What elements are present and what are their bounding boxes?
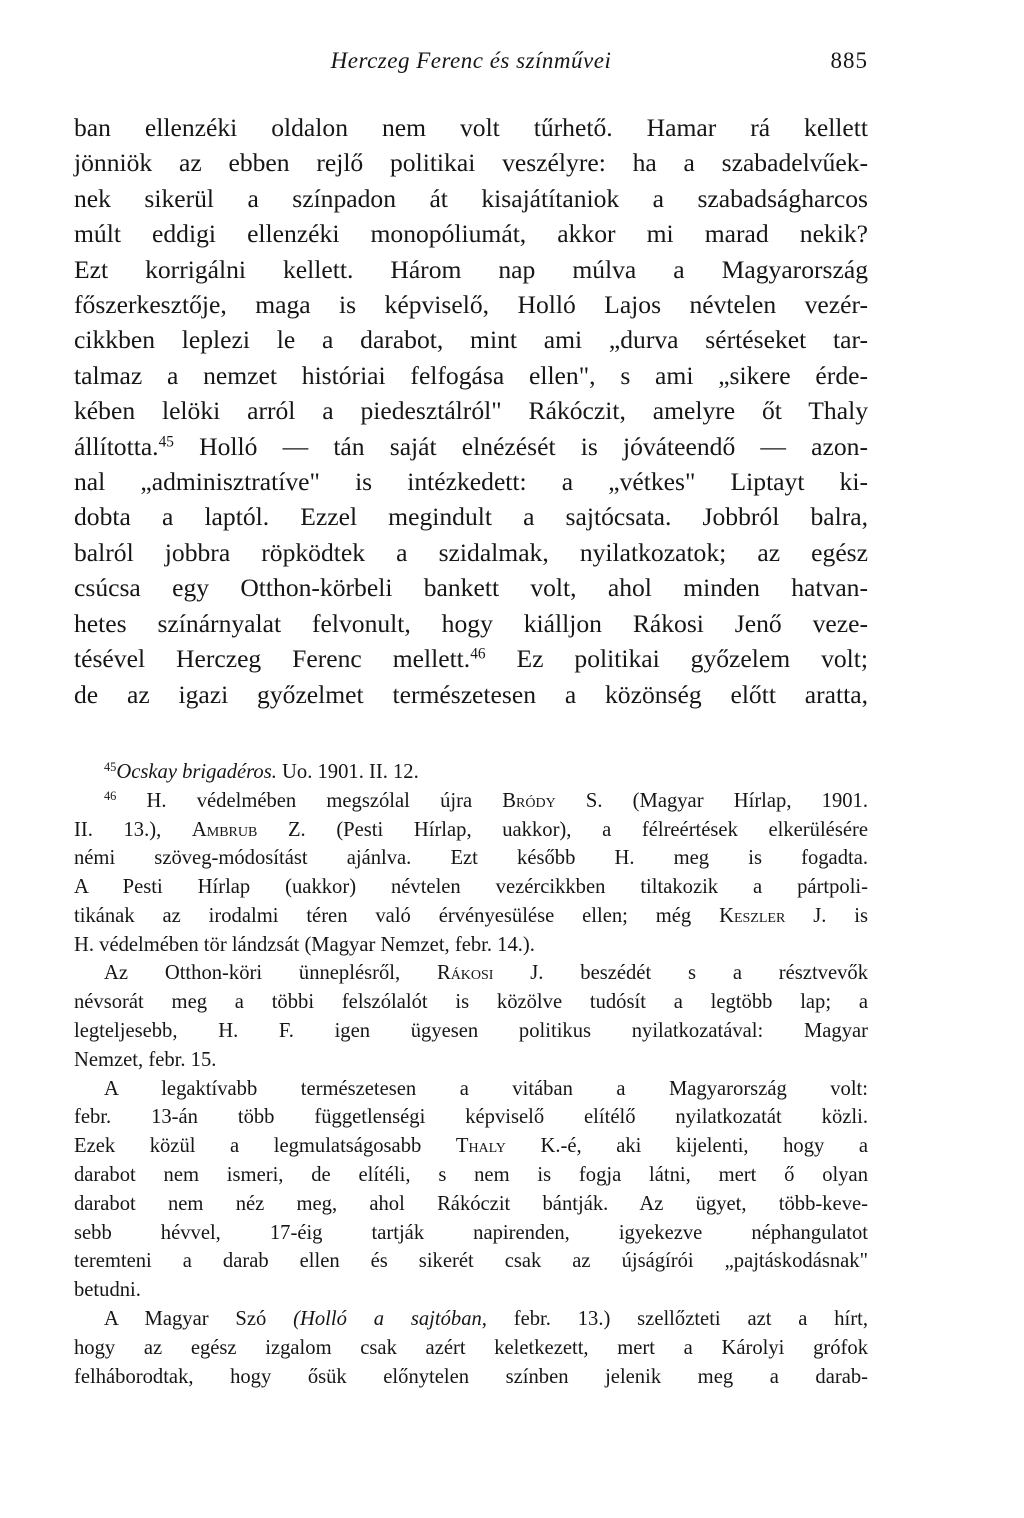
footnote-title: Ocskay brigadéros. <box>116 760 277 783</box>
footnote-46-line <box>74 816 868 845</box>
body-text <box>74 110 868 712</box>
body-line: dobta a laptól. Ezzel megindult a sajtócsata. Jobbról balra, <box>74 502 868 532</box>
body-line <box>74 429 868 464</box>
footnote-paragraph-line: febr. 13-án több függetlenségi képviselő elítélő nyilatkozatát közli. <box>74 1106 868 1129</box>
body-line: hetes színárnyalat felvonult, hogy kiálljon Rákosi Jenő veze- <box>74 608 868 638</box>
author-name: Ambrub <box>191 818 258 841</box>
footnote-text: J. is <box>785 904 868 927</box>
cited-title: (Holló a sajtóban, <box>293 1308 487 1331</box>
body-text-segment: Ez politikai győzelem volt; <box>485 644 868 674</box>
author-name: Bródy <box>502 789 556 812</box>
footnote-paragraph-line: darabot nem néz meg, ahol Rákóczit bántják. Az ügyet, több-keve- <box>74 1192 868 1215</box>
footnote-text: tikának az irodalmi téren való érvényesülése ellen; még <box>74 904 720 927</box>
body-text-segment: Holló — tán saját elnézését is jóváteendő — azon- <box>173 431 868 461</box>
body-line: főszerkesztője, maga is képviselő, Holló Lajos névtelen vezér- <box>74 290 868 320</box>
footnote-text: K.-é, aki kijelenti, hogy a <box>505 1135 869 1158</box>
body-line: nek sikerül a színpadon át kisajátítaniok a szabadságharcos <box>74 183 868 213</box>
footnote-paragraph-line: betudni. <box>74 1279 141 1302</box>
footnote-text: Ezek közül a legmulatságosabb <box>74 1135 456 1158</box>
footnote-46-line: H. védelmében tör lándzsát (Magyar Nemzet, febr. 14.). <box>74 933 535 956</box>
body-text-segment: állította. <box>74 431 159 461</box>
footnote-text: Az Otthon-köri ünneplésről, <box>104 962 437 985</box>
body-line: balról jobbra röpködtek a szidalmak, nyilatkozatok; az egész <box>74 537 868 567</box>
footnote-paragraph-line: hogy az egész izgalom csak azért keletkezett, mert a Károlyi grófok <box>74 1336 868 1359</box>
footnote-46-line: némi szöveg-módosítást ajánlva. Ezt később H. meg is fogadta. <box>74 847 868 870</box>
body-line: kében lelöki arról a piedesztálról" Rákóczit, amelyre őt Thaly <box>74 396 868 426</box>
footnote-paragraph-line: teremteni a darab ellen és sikerét csak az újságírói „pajtáskodásnak" <box>74 1250 868 1273</box>
footnote-text: Uo. 1901. II. 12. <box>276 760 419 783</box>
footnote-paragraph-line: Nemzet, febr. 15. <box>74 1048 217 1071</box>
footnotes <box>74 758 868 1392</box>
running-title: Herczeg Ferenc és színművei <box>330 48 612 73</box>
body-line: de az igazi győzelmet természetesen a közönség előtt aratta, <box>74 679 868 709</box>
author-name: Thaly <box>455 1135 506 1158</box>
footnote-paragraph-line: darabot nem ismeri, de elítéli, s nem is fogja látni, mert ő olyan <box>74 1164 868 1187</box>
footnote-paragraph-line <box>74 1132 868 1161</box>
footnote-number: 45 <box>104 760 117 775</box>
footnote-paragraph-line: sebb hévvel, 17-éig tartják napirenden, igyekezve néphangulatot <box>74 1221 868 1244</box>
footnote-paragraph-line: felháborodtak, hogy ősük előnytelen színben jelenik meg a darab- <box>74 1365 868 1388</box>
footnote-46-line <box>74 902 868 931</box>
footnote-text: J. beszédét s a résztvevők <box>493 962 868 985</box>
body-line: csúcsa egy Otthon-körbeli bankett volt, ahol minden hatvan- <box>74 573 868 603</box>
book-page <box>74 40 868 1391</box>
page-number: 885 <box>830 48 868 73</box>
body-line: talmaz a nemzet históriai felfogása ellen", s ami „sikere érde- <box>74 360 868 390</box>
footnote-text: febr. 13.) szellőzteti azt a hírt, <box>486 1308 868 1331</box>
body-line: múlt eddigi ellenzéki monopóliumát, akkor mi marad nekik? <box>74 219 868 249</box>
body-line: cikkben leplezi le a darabot, mint ami „durva sértéseket tar- <box>74 325 868 355</box>
page-header <box>74 40 868 80</box>
body-line <box>74 641 868 676</box>
footnote-text: H. védelmében megszólal újra <box>116 789 503 812</box>
footnote-paragraph-line <box>74 959 868 988</box>
footnote-46-line: A Pesti Hírlap (uakkor) névtelen vezércikkben tiltakozik a pártpoli- <box>74 876 868 899</box>
author-name: Rákosi <box>436 962 494 985</box>
footnote-paragraph-line: névsorát meg a többi felszólalót is közölve tudósít a legtöbb lap; a <box>74 991 868 1014</box>
footnote-text: A Magyar Szó <box>104 1308 294 1331</box>
footnote-paragraph-line <box>74 1305 868 1334</box>
footnote-paragraph-line: A legaktívabb természetesen a vitában a Magyarország volt: <box>104 1077 868 1100</box>
author-name: Keszler <box>719 904 786 927</box>
footnote-text: Z. (Pesti Hírlap, uakkor), a félreértések elkerülésére <box>257 818 868 841</box>
footnote-ref-46: 46 <box>470 645 486 663</box>
footnote-45 <box>74 758 868 787</box>
footnote-46-line <box>74 787 868 816</box>
footnote-ref-45: 45 <box>158 433 174 451</box>
body-line: Ezt korrigálni kellett. Három nap múlva a Magyarország <box>74 254 868 284</box>
body-text-segment: tésével Herczeg Ferenc mellett. <box>74 644 471 674</box>
footnote-paragraph-line: legteljesebb, H. F. igen ügyesen politikus nyilatkozatával: Magyar <box>74 1020 868 1043</box>
body-line: ban ellenzéki oldalon nem volt tűrhető. Hamar rá kellett <box>74 113 868 142</box>
body-line: nal „adminisztratíve" is intézkedett: a „vétkes" Liptayt ki- <box>74 467 868 497</box>
footnote-text: S. (Magyar Hírlap, 1901. <box>555 789 868 812</box>
footnote-text: II. 13.), <box>74 818 192 841</box>
footnote-number: 46 <box>104 788 117 803</box>
body-line: jönniök az ebben rejlő politikai veszélyre: ha a szabadelvűek- <box>74 148 868 178</box>
